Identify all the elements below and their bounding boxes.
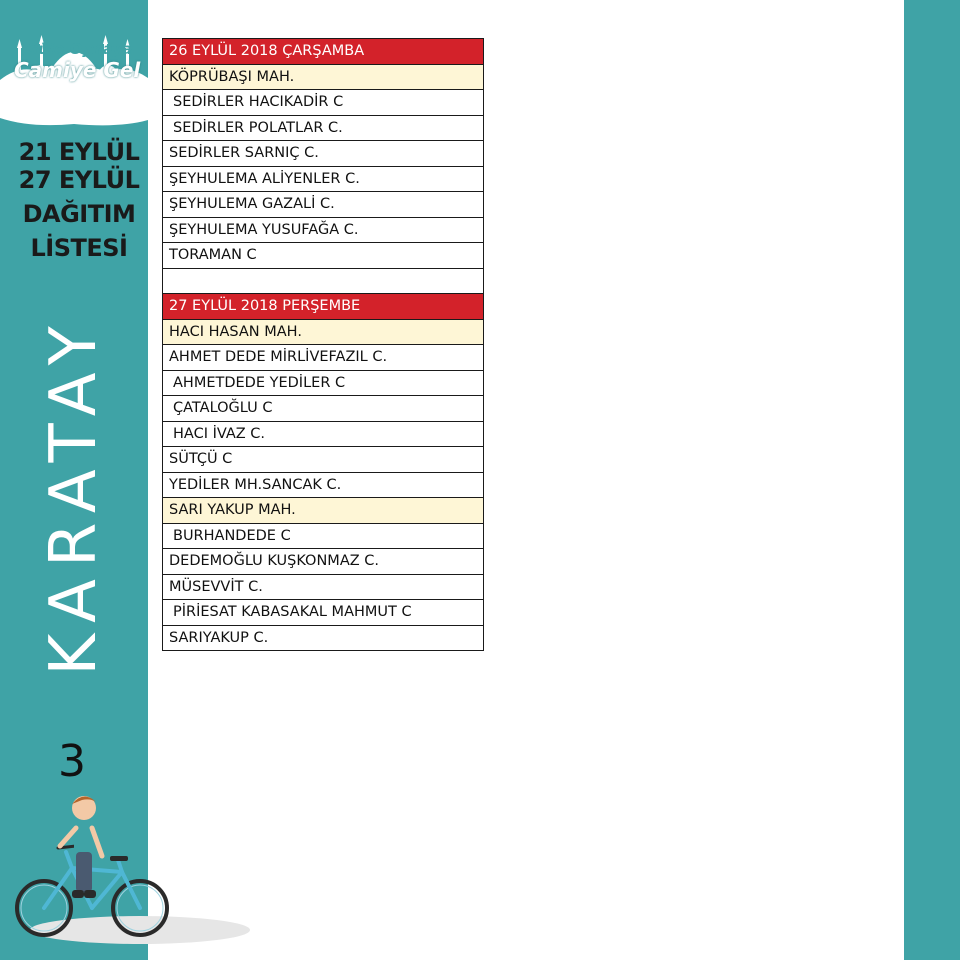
list-cell: 27 EYLÜL 2018 PERŞEMBE — [163, 294, 484, 320]
street-row — [163, 447, 484, 473]
list-cell: 26 EYLÜL 2018 ÇARŞAMBA — [163, 39, 484, 65]
street-row — [163, 115, 484, 141]
street-row — [163, 345, 484, 371]
list-cell: AHMET DEDE MİRLİVEFAZIL C. — [163, 345, 484, 371]
list-cell: HACI İVAZ C. — [163, 421, 484, 447]
street-row — [163, 192, 484, 218]
street-row — [163, 243, 484, 269]
list-cell: HACI HASAN MAH. — [163, 319, 484, 345]
neighborhood-row — [163, 64, 484, 90]
list-cell: ŞEYHULEMA YUSUFAĞA C. — [163, 217, 484, 243]
list-cell: AHMETDEDE YEDİLER C — [163, 370, 484, 396]
street-row — [163, 549, 484, 575]
empty-row — [163, 268, 484, 294]
neighborhood-row — [163, 319, 484, 345]
distribution-list-table — [162, 38, 484, 651]
list-cell: SEDİRLER SARNIÇ C. — [163, 141, 484, 167]
date-header-row — [163, 294, 484, 320]
street-row — [163, 472, 484, 498]
boy-with-bicycle-icon — [10, 790, 250, 950]
date-start: 21 EYLÜL — [18, 138, 140, 166]
distribution-dates-heading — [0, 138, 158, 262]
right-sidebar-band — [904, 0, 960, 960]
list-cell: ŞEYHULEMA GAZALİ C. — [163, 192, 484, 218]
list-cell: SARI YAKUP MAH. — [163, 498, 484, 524]
street-row — [163, 396, 484, 422]
list-cell: YEDİLER MH.SANCAK C. — [163, 472, 484, 498]
street-row — [163, 574, 484, 600]
list-cell: ÇATALOĞLU C — [163, 396, 484, 422]
list-cell: SEDİRLER HACIKADİR C — [163, 90, 484, 116]
list-cell: SARIYAKUP C. — [163, 625, 484, 651]
list-cell: TORAMAN C — [163, 243, 484, 269]
list-cell: SEDİRLER POLATLAR C. — [163, 115, 484, 141]
list-cell — [163, 268, 484, 294]
street-row — [163, 625, 484, 651]
page-number: 3 — [58, 736, 86, 787]
list-cell: PİRİESAT KABASAKAL MAHMUT C — [163, 600, 484, 626]
street-row — [163, 370, 484, 396]
neighborhood-row — [163, 498, 484, 524]
street-row — [163, 141, 484, 167]
list-cell: MÜSEVVİT C. — [163, 574, 484, 600]
street-row — [163, 90, 484, 116]
list-cell: BURHANDEDE C — [163, 523, 484, 549]
date-header-row — [163, 39, 484, 65]
heading-distribution: DAĞITIM — [22, 200, 136, 228]
list-cell: KÖPRÜBAŞI MAH. — [163, 64, 484, 90]
logo-text-line2: Camiye Gel — [14, 58, 141, 82]
street-row — [163, 217, 484, 243]
list-cell: DEDEMOĞLU KUŞKONMAZ C. — [163, 549, 484, 575]
date-end: 27 EYLÜL — [18, 166, 140, 194]
list-cell: SÜTÇÜ C — [163, 447, 484, 473]
street-row — [163, 600, 484, 626]
logo-text-line1: Güle Oynaya — [26, 40, 133, 58]
street-row — [163, 523, 484, 549]
heading-list: LİSTESİ — [30, 234, 128, 262]
street-row — [163, 421, 484, 447]
district-name: KARATAY — [37, 314, 111, 676]
list-cell: ŞEYHULEMA ALİYENLER C. — [163, 166, 484, 192]
street-row — [163, 166, 484, 192]
